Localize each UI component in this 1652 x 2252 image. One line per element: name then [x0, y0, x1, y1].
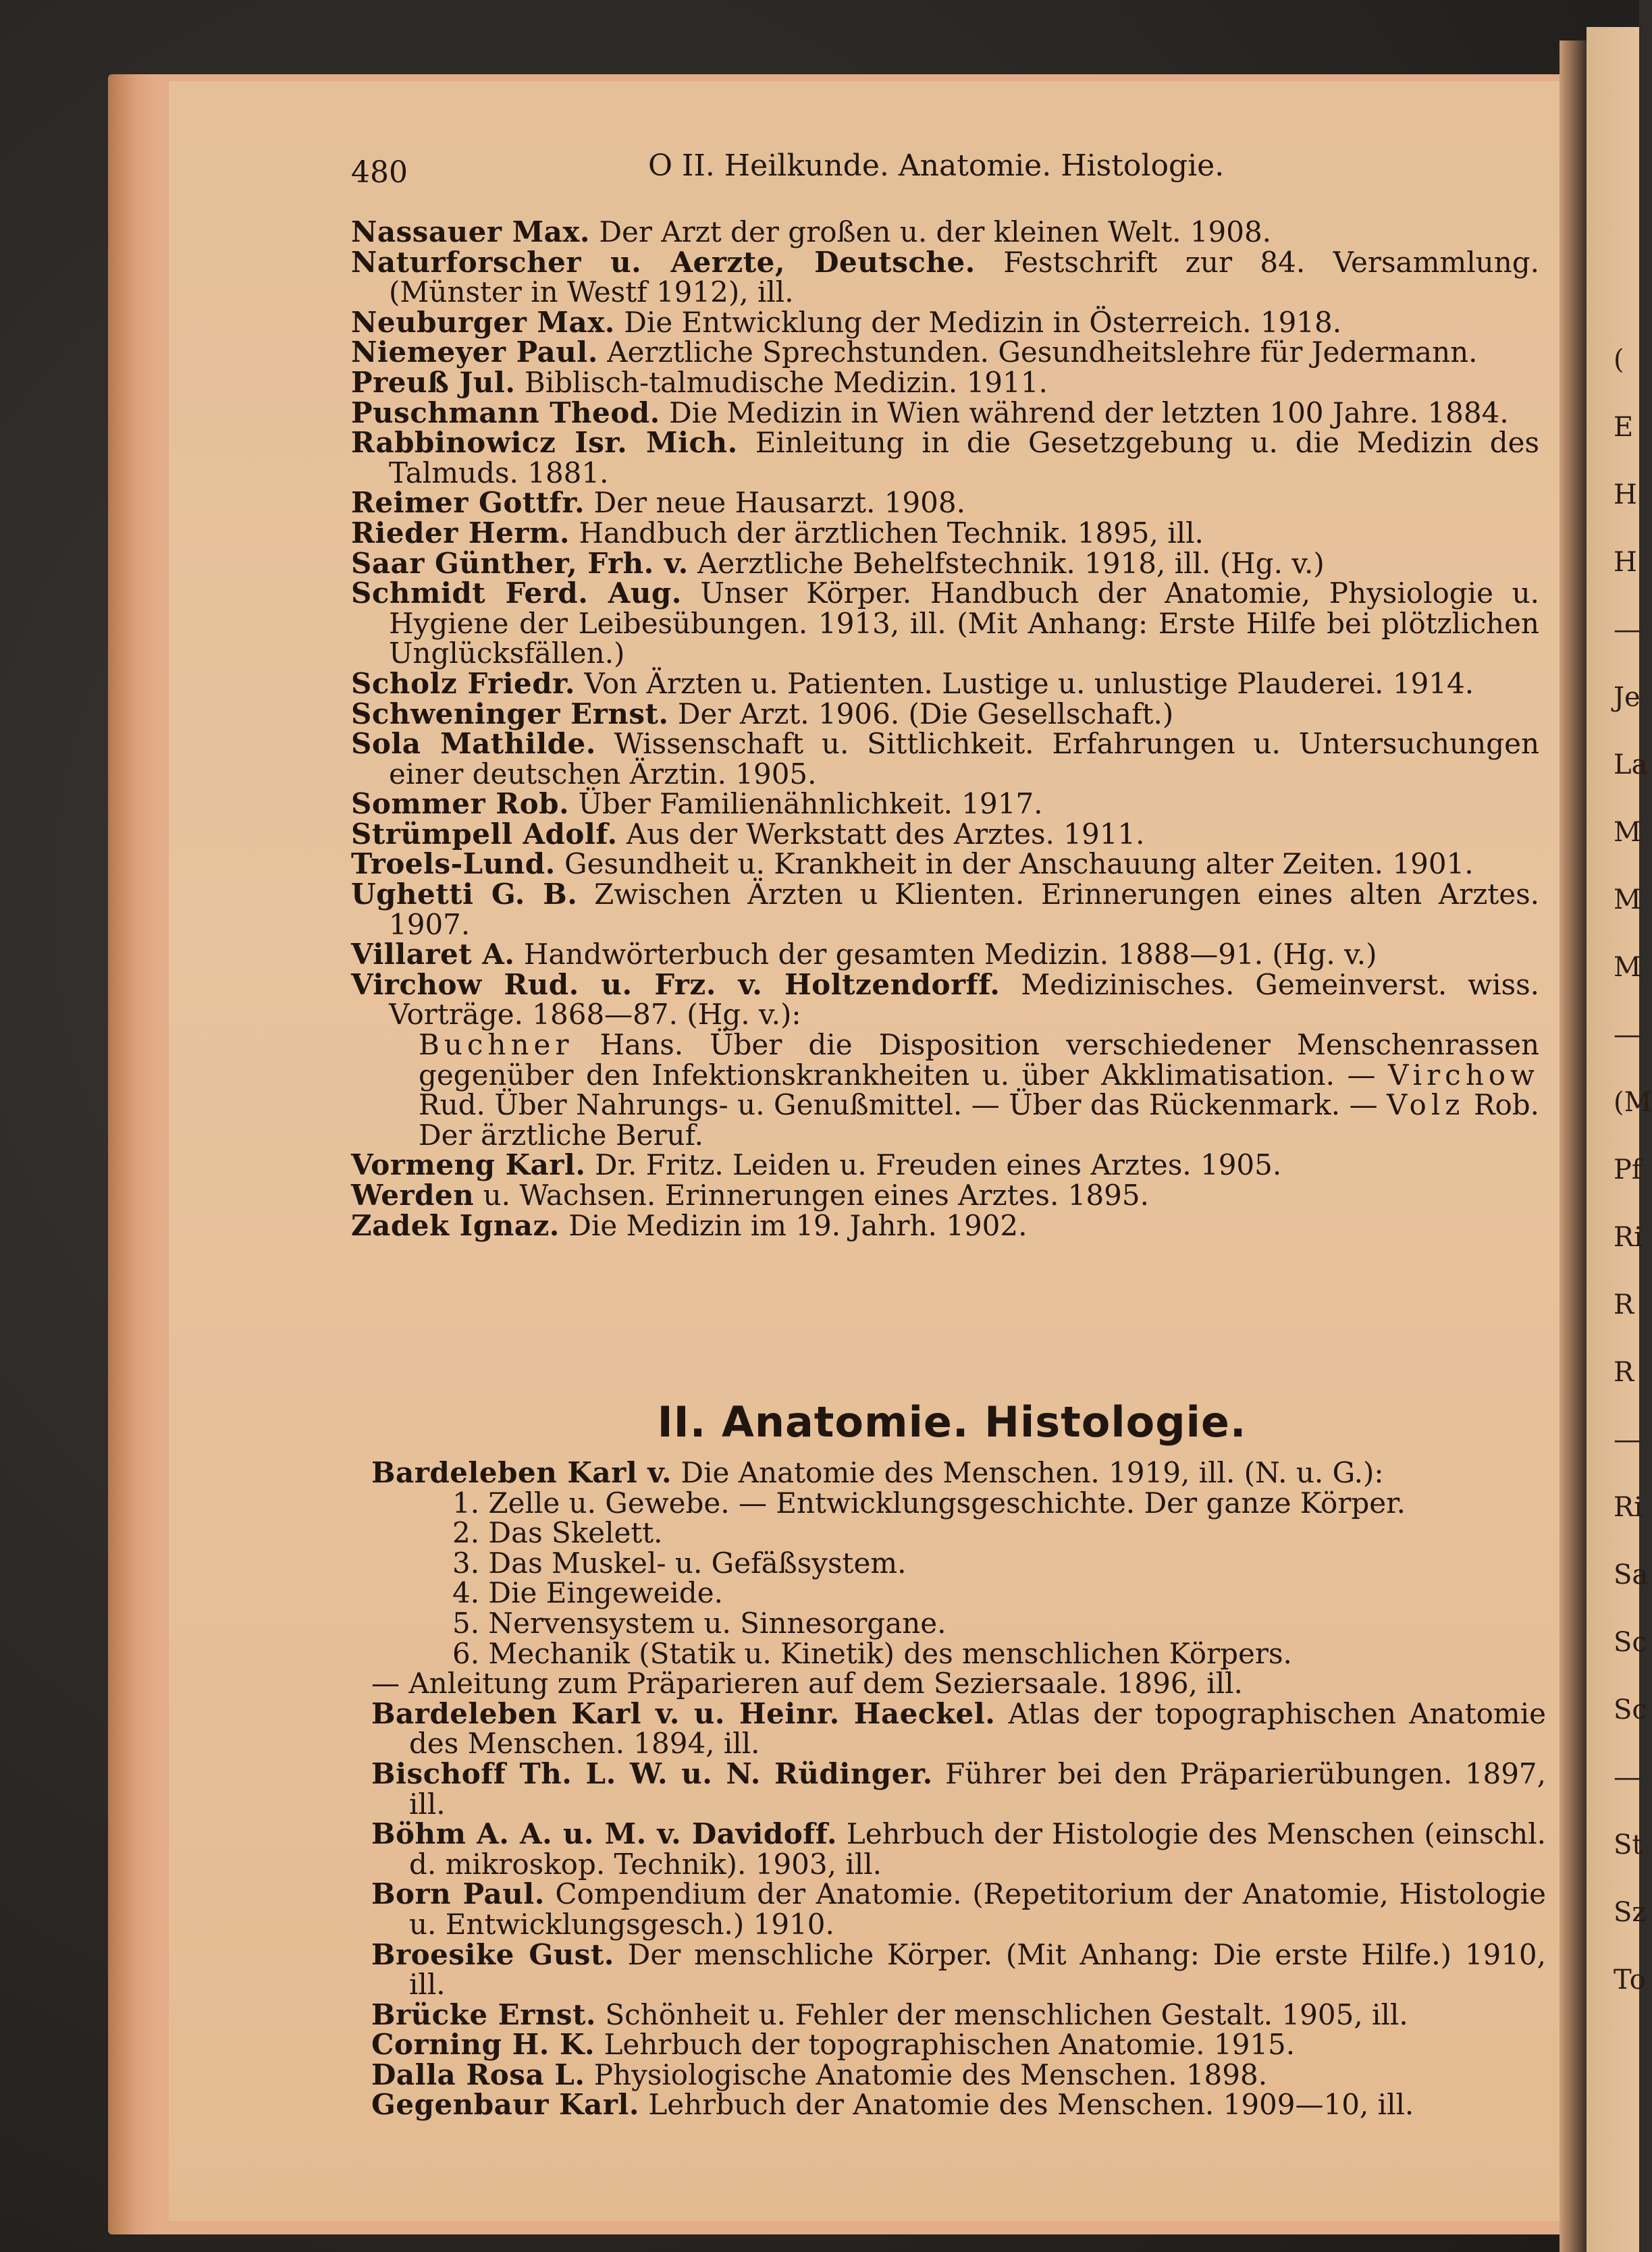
bibliography-entry	[351, 428, 1539, 488]
volume-item: 6. Mechanik (Statik u. Kinetik) des menschlichen Körpers.	[452, 1636, 1292, 1670]
bibliography-entry	[351, 305, 1539, 339]
bibliography-entry	[351, 1150, 1539, 1181]
facing-page-fragment: H	[1614, 479, 1637, 510]
entry-author: Neuburger Max.	[351, 305, 615, 339]
entry-title: Compendium der Anatomie. (Repetitorium der Anatomie, Histologie u. Entwicklungsgesch.) 1910.	[409, 1877, 1546, 1941]
bibliography-entry	[351, 1181, 1539, 1211]
bibliography-entry	[351, 217, 1539, 248]
facing-page-edge	[1587, 27, 1652, 2252]
entry-author: Vormeng Karl.	[351, 1148, 586, 1182]
bibliography-entry	[351, 245, 1539, 309]
entry-title: Medizinisches. Gemeinverst. wiss. Vorträge. 1868—87. (Hg. v.):	[389, 967, 1539, 1031]
bibliography-entry: — Anleitung zum Präparieren auf dem Seziersaale. 1896, ill.	[371, 1667, 1243, 1700]
entry-author: Naturforscher u. Aerzte, Deutsche.	[351, 245, 976, 279]
entry-author: Bischoff Th. L. W. u. N. Rüdinger.	[371, 1757, 933, 1790]
facing-page-fragment: —	[1614, 1762, 1641, 1793]
facing-page-fragment: Sa	[1614, 1559, 1649, 1590]
bibliography-entry	[351, 880, 1539, 940]
bibliography-list-part2	[371, 1458, 1546, 2120]
bibliography-list-part1	[351, 217, 1539, 1241]
entry-title: Die Medizin im 19. Jahrh. 1902.	[559, 1208, 1028, 1242]
entry-title: Lehrbuch der Histologie des Menschen (einschl. d. mikroskop. Technik). 1903, ill.	[409, 1817, 1546, 1881]
running-title: O II. Heilkunde. Anatomie. Histologie.	[648, 149, 1225, 183]
bibliography-entry	[351, 398, 1539, 429]
bibliography-entry	[371, 2030, 1546, 2060]
facing-page-fragment: —	[1614, 614, 1641, 645]
bibliography-entry	[371, 2090, 1546, 2120]
bibliography-entry	[351, 365, 1539, 399]
entry-title: Von Ärzten u. Patienten. Lustige u. unlustige Plauderei. 1914.	[575, 666, 1474, 700]
entry-title: Handbuch der ärztlichen Technik. 1895, ill.	[570, 516, 1204, 549]
entry-title: Biblisch-talmudische Medizin. 1911.	[515, 365, 1048, 399]
bibliography-entry	[351, 1208, 1539, 1242]
entry-title: Einleitung in die Gesetzgebung u. die Medizin des Talmuds. 1881.	[389, 426, 1539, 489]
bibliography-entry	[351, 546, 1539, 580]
facing-page-fragment: Je	[1614, 682, 1641, 713]
entry-title: u. Wachsen. Erinnerungen eines Arztes. 1895.	[474, 1179, 1149, 1212]
entry-author: Strümpell Adolf.	[351, 817, 618, 851]
facing-page-fragment: St	[1614, 1829, 1643, 1860]
bibliography-entry	[371, 2060, 1546, 2091]
entry-author: Bardeleben Karl v.	[371, 1456, 672, 1489]
entry-author: Reimer Gottfr.	[351, 486, 585, 520]
entry-author: Schweninger Ernst.	[351, 697, 669, 730]
entry-title: Wissenschaft u. Sittlichkeit. Erfahrungen u. Untersuchungen einer deutschen Ärztin. 1905.	[389, 727, 1539, 790]
entry-title: Physiologische Anatomie des Menschen. 1898.	[585, 2058, 1268, 2091]
facing-page-fragment: To	[1614, 1964, 1646, 1995]
entry-title: Schönheit u. Fehler der menschlichen Gestalt. 1905, ill.	[596, 1998, 1408, 2031]
facing-page-fragment: Ri	[1614, 1222, 1643, 1253]
facing-page-fragment: (	[1614, 344, 1624, 375]
entry-title: Atlas der topographischen Anatomie des Menschen. 1894, ill.	[409, 1696, 1547, 1761]
bibliography-entry	[351, 849, 1539, 880]
entry-title: Zwischen Ärzten u Klienten. Erinnerungen eines alten Arztes. 1907.	[389, 878, 1539, 941]
entry-author: Rabbinowicz Isr. Mich.	[351, 426, 738, 460]
entry-author: Troels-Lund.	[351, 847, 556, 881]
page-header	[351, 149, 1553, 196]
facing-page-fragment: —	[1614, 1019, 1641, 1050]
facing-page-fragment: M	[1614, 952, 1641, 983]
page-number: 480	[351, 155, 408, 190]
volume-item: 5. Nervensystem u. Sinnesorgane.	[452, 1606, 947, 1640]
facing-page-fragment: R	[1614, 1357, 1634, 1388]
volume-item: 4. Die Eingeweide.	[452, 1576, 723, 1610]
entry-author: Bardeleben Karl v. u. Heinr. Haeckel.	[371, 1696, 996, 1730]
entry-title: Aus der Werkstatt des Arztes. 1911.	[617, 817, 1145, 851]
entry-title: Gesundheit u. Krankheit in der Anschauung alter Zeiten. 1901.	[555, 847, 1474, 881]
bibliography-entry	[371, 1696, 1547, 1761]
entry-author: Preuß Jul.	[351, 365, 516, 399]
facing-page-fragment: H	[1614, 547, 1637, 578]
entry-author: Nassauer Max.	[351, 215, 590, 248]
entry-author: Niemeyer Paul.	[351, 336, 598, 369]
entry-title: Der Arzt der großen u. der kleinen Welt. 1908.	[589, 215, 1272, 248]
bibliography-entry	[371, 1458, 1546, 1489]
entry-author: Virchow Rud. u. Frz. v. Holtzendorff.	[351, 967, 1001, 1001]
entry-author: Dalla Rosa L.	[371, 2058, 585, 2091]
volume-item: 3. Das Muskel- u. Gefäßsystem.	[452, 1546, 907, 1580]
entry-author: Scholz Friedr.	[351, 666, 576, 700]
facing-page-fragment: Sz	[1614, 1897, 1647, 1928]
entry-author: Puschmann Theod.	[351, 396, 660, 429]
bibliography-entry	[351, 518, 1539, 549]
bibliography-entry	[371, 2000, 1546, 2031]
entry-title: Die Entwicklung der Medizin in Österreich. 1918.	[614, 305, 1342, 339]
bibliography-entry	[371, 1879, 1546, 1939]
bibliography-entry	[351, 789, 1539, 820]
entry-title: Der Arzt. 1906. (Die Gesellschaft.)	[668, 697, 1174, 730]
bibliography-entry	[351, 338, 1539, 368]
entry-author: Saar Günther, Frh. v.	[351, 546, 689, 580]
entry-title: Die Medizin in Wien während der letzten 100 Jahre. 1884.	[660, 396, 1509, 429]
facing-page-fragment: Sc	[1614, 1694, 1647, 1725]
bibliography-entry	[351, 579, 1539, 669]
entry-author: Rieder Herm.	[351, 516, 570, 549]
bibliography-entry	[351, 666, 1539, 700]
entry-title: Über Familienähnlichkeit. 1917.	[569, 787, 1043, 821]
facing-page-fragment: E	[1614, 412, 1634, 443]
bibliography-entry	[351, 488, 1539, 518]
book-gutter	[1560, 41, 1587, 2252]
facing-page-fragment: Pf	[1614, 1154, 1642, 1185]
virchow-contents: Buchner Hans. Über die Disposition verschiedener Menschenrassen gegenüber den Infektionskrankheiten u. über Akklimatisation. — Virchow Rud. Über Nahrungs- u. Genußmittel. — Über das Rückenmark. — Volz Rob. Der ärztliche Beruf.	[419, 1028, 1539, 1152]
entry-title: Der menschliche Körper. (Mit Anhang: Die erste Hilfe.) 1910, ill.	[409, 1937, 1547, 2002]
entry-title: Lehrbuch der topographischen Anatomie. 1915.	[595, 2028, 1296, 2062]
entry-author: Gegenbaur Karl.	[371, 2088, 640, 2122]
entry-author: Brücke Ernst.	[371, 1998, 597, 2031]
facing-page-fragment: La	[1614, 749, 1648, 780]
entry-title: Aerztliche Behelfstechnik. 1918, ill. (Hg. v.)	[688, 546, 1325, 580]
facing-page-fragment: M	[1614, 817, 1641, 848]
entry-author: Werden	[351, 1179, 475, 1212]
entry-author: Schmidt Ferd. Aug.	[351, 577, 682, 610]
bibliography-entry	[351, 940, 1539, 970]
volume-item: 2. Das Skelett.	[452, 1516, 663, 1550]
facing-page-fragment: Ri	[1614, 1492, 1643, 1523]
entry-author: Sommer Rob.	[351, 787, 570, 821]
entry-author: Ughetti G. B.	[351, 878, 578, 911]
entry-title: Dr. Fritz. Leiden u. Freuden eines Arztes. 1905.	[585, 1148, 1282, 1182]
bibliography-entry	[371, 1759, 1546, 1819]
facing-page-fragment: —	[1614, 1424, 1641, 1455]
bibliography-entry	[371, 1937, 1547, 2002]
entry-author: Born Paul.	[371, 1877, 545, 1911]
entry-author: Sola Mathilde.	[351, 727, 596, 761]
entry-author: Broesike Gust.	[371, 1937, 614, 1971]
bibliography-entry	[351, 817, 1539, 851]
entry-title: Festschrift zur 84. Versammlung. (Münster in Westf 1912), ill.	[389, 245, 1539, 309]
facing-page-fragment: Sc	[1614, 1627, 1647, 1658]
section-heading: II. Anatomie. Histologie.	[657, 1397, 1247, 1447]
entry-title: Lehrbuch der Anatomie des Menschen. 1909—10, ill.	[639, 2088, 1414, 2122]
facing-page-fragment: (M	[1614, 1087, 1652, 1118]
volume-item: 1. Zelle u. Gewebe. — Entwicklungsgeschichte. Der ganze Körper.	[452, 1486, 1406, 1520]
bibliography-entry	[351, 699, 1539, 730]
entry-title: Handwörterbuch der gesamten Medizin. 1888—91. (Hg. v.)	[514, 938, 1377, 971]
bibliography-entry	[351, 729, 1539, 789]
entry-author: Corning H. K.	[371, 2028, 595, 2062]
entry-author: Böhm A. A. u. M. v. Davidoff.	[371, 1817, 837, 1851]
bibliography-entry	[371, 1819, 1546, 1879]
entry-author: Villaret A.	[351, 938, 515, 971]
entry-title: Der neue Hausarzt. 1908.	[585, 486, 965, 520]
entry-title: Die Anatomie des Menschen. 1919, ill. (N. u. G.):	[672, 1456, 1384, 1489]
bibliography-entry	[351, 967, 1539, 1031]
entry-author: Zadek Ignaz.	[351, 1208, 560, 1242]
facing-page-fragment: R	[1614, 1289, 1634, 1320]
entry-title: Unser Körper. Handbuch der Anatomie, Physiologie u. Hygiene der Leibesübungen. 1913, ill. (Mit Anhang: Erste Hilfe bei plötzlichen Unglücksfällen.)	[389, 577, 1539, 670]
entry-title: Aerztliche Sprechstunden. Gesundheitslehre für Jedermann.	[597, 336, 1478, 369]
entry-title: Führer bei den Präparierübungen. 1897, ill.	[409, 1757, 1546, 1821]
facing-page-fragment: M	[1614, 884, 1641, 915]
